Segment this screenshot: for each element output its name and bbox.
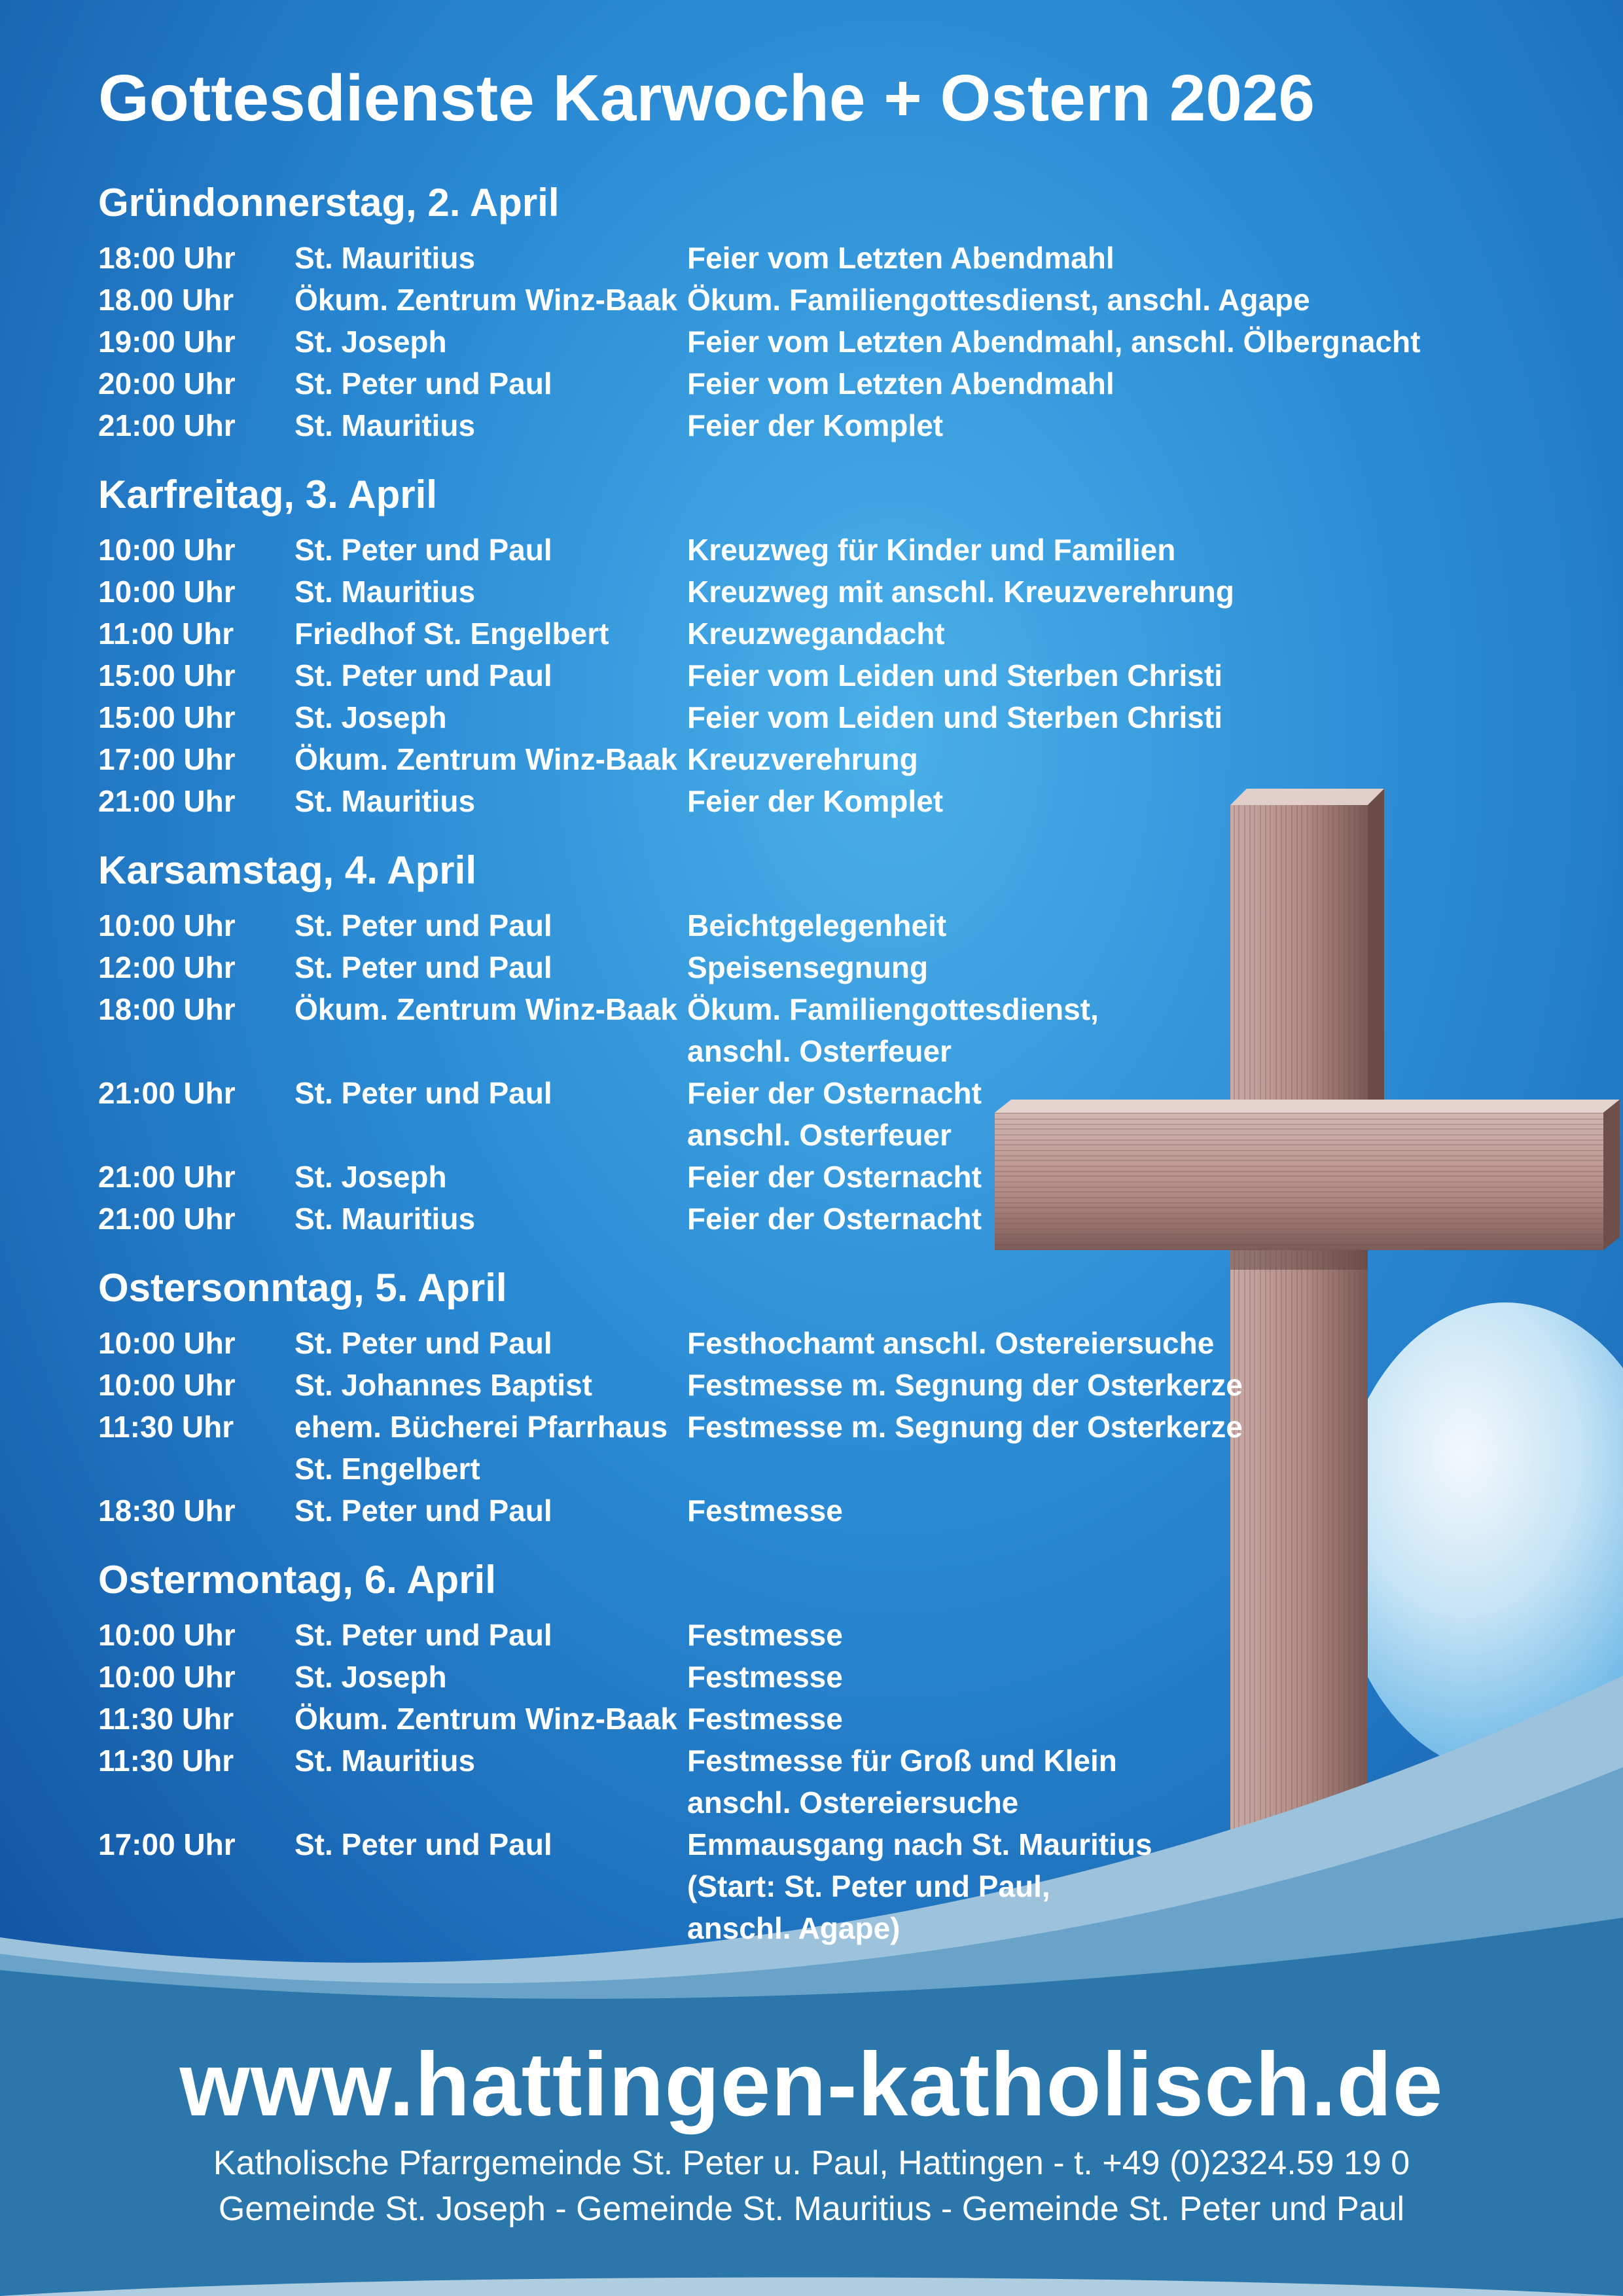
service-place	[294, 237, 687, 279]
service-row	[98, 613, 1472, 655]
service-row	[98, 655, 1472, 696]
service-place-line: St. Joseph	[294, 700, 447, 734]
service-time: 21:00 Uhr	[98, 408, 236, 442]
service-place	[294, 655, 687, 696]
service-description	[687, 363, 1472, 404]
service-row	[98, 946, 1472, 988]
service-place-line: St. Mauritius	[294, 784, 476, 818]
service-description-line: Feier vom Leiden und Sterben Christi	[687, 700, 1222, 734]
service-time: 10:00 Uhr	[98, 575, 236, 609]
service-description-line: Feier vom Letzten Abendmahl	[687, 241, 1115, 275]
service-row	[98, 1406, 1472, 1490]
service-place-line: St. Joseph	[294, 1660, 447, 1694]
service-place-line: ehem. Bücherei Pfarrhaus	[294, 1410, 668, 1444]
service-place	[294, 571, 687, 613]
service-place-line: St. Peter und Paul	[294, 367, 552, 401]
service-time: 10:00 Uhr	[98, 1368, 236, 1402]
service-description-line: anschl. Osterfeuer	[687, 1118, 952, 1152]
service-place	[294, 529, 687, 571]
service-place	[294, 1322, 687, 1364]
service-description-line: Kreuzwegandacht	[687, 617, 945, 651]
service-description	[687, 1156, 1472, 1198]
day-heading: Karsamstag, 4. April	[98, 848, 476, 892]
day-section	[98, 1262, 1472, 1532]
service-description-line: Feier der Osternacht	[687, 1076, 982, 1110]
service-place-line: St. Peter und Paul	[294, 1326, 552, 1360]
service-description	[687, 321, 1472, 363]
service-description	[687, 1656, 1472, 1698]
service-place	[294, 696, 687, 738]
service-row	[98, 1072, 1472, 1156]
service-description	[687, 529, 1472, 571]
service-place	[294, 279, 687, 321]
service-row	[98, 988, 1472, 1072]
service-description	[687, 1364, 1472, 1406]
service-description	[687, 1322, 1472, 1364]
service-description	[687, 1698, 1472, 1740]
service-description-line: Feier vom Letzten Abendmahl	[687, 367, 1115, 401]
schedule-days	[98, 177, 1472, 1949]
service-place	[294, 321, 687, 363]
service-place-line: St. Peter und Paul	[294, 908, 552, 942]
service-row	[98, 696, 1472, 738]
service-description	[687, 1406, 1472, 1448]
service-time: 11:00 Uhr	[98, 617, 234, 651]
service-description-line: Kreuzverehrung	[687, 742, 918, 776]
service-place-line: Ökum. Zentrum Winz-Baak	[294, 1702, 677, 1736]
service-description-line: anschl. Ostereiersuche	[687, 1785, 1019, 1820]
service-description	[687, 1614, 1472, 1656]
service-row	[98, 1698, 1472, 1740]
service-description	[687, 780, 1472, 822]
service-place-line: St. Engelbert	[294, 1452, 480, 1486]
service-time: 10:00 Uhr	[98, 533, 236, 567]
day-heading: Ostermontag, 6. April	[98, 1558, 496, 1602]
service-time: 17:00 Uhr	[98, 742, 236, 776]
service-place	[294, 1364, 687, 1406]
service-description	[687, 738, 1472, 780]
service-place-line: St. Peter und Paul	[294, 658, 552, 692]
service-row	[98, 1614, 1472, 1656]
service-place	[294, 613, 687, 655]
service-place-line: St. Peter und Paul	[294, 1494, 552, 1528]
service-place	[294, 1823, 687, 1865]
service-row	[98, 1656, 1472, 1698]
service-row	[98, 780, 1472, 822]
service-place-line: Ökum. Zentrum Winz-Baak	[294, 742, 677, 776]
service-time: 11:30 Uhr	[98, 1410, 234, 1444]
day-section	[98, 469, 1472, 822]
service-place-line: St. Peter und Paul	[294, 533, 552, 567]
service-description	[687, 1198, 1472, 1240]
service-time: 15:00 Uhr	[98, 658, 236, 692]
service-time: 21:00 Uhr	[98, 1076, 236, 1110]
service-time: 10:00 Uhr	[98, 1326, 236, 1360]
page-title: Gottesdienste Karwoche + Ostern 2026	[98, 62, 1315, 135]
website-url[interactable]: www.hattingen-katholisch.de	[179, 2034, 1444, 2135]
service-place-line: St. Johannes Baptist	[294, 1368, 592, 1402]
service-time: 18:30 Uhr	[98, 1494, 236, 1528]
service-row	[98, 571, 1472, 613]
service-place-line: Friedhof St. Engelbert	[294, 617, 609, 651]
service-place	[294, 1156, 687, 1198]
service-description-line: Emmausgang nach St. Mauritius	[687, 1827, 1152, 1861]
service-time: 18:00 Uhr	[98, 241, 236, 275]
service-row	[98, 905, 1472, 946]
service-row	[98, 529, 1472, 571]
service-time: 12:00 Uhr	[98, 950, 236, 984]
service-description-line: anschl. Osterfeuer	[687, 1034, 952, 1068]
service-description	[687, 404, 1472, 446]
service-row	[98, 1490, 1472, 1532]
service-description-line: Festmesse m. Segnung der Osterkerze	[687, 1410, 1243, 1444]
service-place	[294, 1490, 687, 1532]
service-description-line: Kreuzweg mit anschl. Kreuzverehrung	[687, 575, 1234, 609]
service-time: 21:00 Uhr	[98, 784, 236, 818]
service-description-line: Feier der Komplet	[687, 408, 944, 442]
service-time: 21:00 Uhr	[98, 1202, 236, 1236]
service-description	[687, 237, 1472, 279]
service-time: 11:30 Uhr	[98, 1744, 234, 1778]
service-place-line: St. Peter und Paul	[294, 950, 552, 984]
service-place	[294, 946, 687, 988]
service-description-line: Festhochamt anschl. Ostereiersuche	[687, 1326, 1215, 1360]
service-time: 19:00 Uhr	[98, 325, 236, 359]
service-time: 11:30 Uhr	[98, 1702, 234, 1736]
service-description-line: Feier vom Letzten Abendmahl, anschl. Ölbergnacht	[687, 325, 1421, 359]
service-description-line: Beichtgelegenheit	[687, 908, 947, 942]
service-place-line: Ökum. Zentrum Winz-Baak	[294, 992, 677, 1026]
service-description-line: anschl. Agape)	[687, 1911, 901, 1945]
service-place	[294, 1698, 687, 1740]
service-time: 20:00 Uhr	[98, 367, 236, 401]
service-description	[687, 1740, 1472, 1823]
service-description	[687, 988, 1472, 1072]
service-place-line: St. Mauritius	[294, 1744, 476, 1778]
service-description-line: Ökum. Familiengottesdienst,	[687, 992, 1099, 1026]
service-place	[294, 1198, 687, 1240]
service-row	[98, 279, 1472, 321]
service-time: 10:00 Uhr	[98, 1618, 236, 1652]
service-row	[98, 404, 1472, 446]
service-time: 18.00 Uhr	[98, 283, 234, 317]
service-place-line: St. Peter und Paul	[294, 1076, 552, 1110]
service-description	[687, 905, 1472, 946]
service-place	[294, 738, 687, 780]
service-time: 17:00 Uhr	[98, 1827, 236, 1861]
service-row	[98, 1156, 1472, 1198]
service-place	[294, 780, 687, 822]
service-place-line: St. Mauritius	[294, 241, 476, 275]
service-description	[687, 571, 1472, 613]
service-description-line: Festmesse m. Segnung der Osterkerze	[687, 1368, 1243, 1402]
service-description	[687, 1490, 1472, 1532]
parish-contact-line: Katholische Pfarrgemeinde St. Peter u. Paul, Hattingen - t. +49 (0)2324.59 19 0	[213, 2144, 1410, 2182]
footer	[0, 2029, 1623, 2232]
service-place	[294, 1406, 687, 1490]
service-row	[98, 363, 1472, 404]
service-place-line: St. Mauritius	[294, 1202, 476, 1236]
service-description-line: (Start: St. Peter und Paul,	[687, 1869, 1050, 1903]
service-description	[687, 613, 1472, 655]
service-place	[294, 404, 687, 446]
service-description	[687, 655, 1472, 696]
service-place-line: St. Mauritius	[294, 575, 476, 609]
service-description-line: Feier der Komplet	[687, 784, 944, 818]
service-place	[294, 363, 687, 404]
service-place-line: Ökum. Zentrum Winz-Baak	[294, 283, 677, 317]
service-place	[294, 1614, 687, 1656]
service-place	[294, 1740, 687, 1782]
service-description-line: Festmesse	[687, 1618, 843, 1652]
service-description-line: Speisensegnung	[687, 950, 929, 984]
service-row	[98, 1740, 1472, 1823]
service-place	[294, 1072, 687, 1114]
day-heading: Ostersonntag, 5. April	[98, 1266, 507, 1310]
service-place	[294, 1656, 687, 1698]
service-place-line: St. Joseph	[294, 1160, 447, 1194]
service-row	[98, 1364, 1472, 1406]
service-description	[687, 696, 1472, 738]
schedule-content	[98, 52, 1472, 1971]
service-time: 10:00 Uhr	[98, 908, 236, 942]
service-description-line: Feier vom Leiden und Sterben Christi	[687, 658, 1222, 692]
service-place-line: St. Peter und Paul	[294, 1618, 552, 1652]
service-description-line: Festmesse	[687, 1494, 843, 1528]
day-heading: Karfreitag, 3. April	[98, 473, 437, 516]
communities-line: Gemeinde St. Joseph - Gemeinde St. Mauritius - Gemeinde St. Peter und Paul	[218, 2190, 1405, 2228]
service-description-line: Kreuzweg für Kinder und Familien	[687, 533, 1176, 567]
service-place-line: St. Mauritius	[294, 408, 476, 442]
service-description	[687, 946, 1472, 988]
service-description-line: Festmesse	[687, 1702, 843, 1736]
day-section	[98, 844, 1472, 1240]
service-description	[687, 1823, 1472, 1949]
service-place-line: St. Joseph	[294, 325, 447, 359]
service-place	[294, 905, 687, 946]
service-time: 21:00 Uhr	[98, 1160, 236, 1194]
day-section	[98, 177, 1472, 446]
service-description-line: Ökum. Familiengottesdienst, anschl. Agape	[687, 283, 1310, 317]
service-row	[98, 1322, 1472, 1364]
service-row	[98, 738, 1472, 780]
service-place-line: St. Peter und Paul	[294, 1827, 552, 1861]
service-time: 15:00 Uhr	[98, 700, 236, 734]
service-description	[687, 279, 1472, 321]
service-description-line: Feier der Osternacht	[687, 1160, 982, 1194]
service-row	[98, 237, 1472, 279]
service-row	[98, 1198, 1472, 1240]
service-time: 10:00 Uhr	[98, 1660, 236, 1694]
service-description-line: Feier der Osternacht	[687, 1202, 982, 1236]
day-heading: Gründonnerstag, 2. April	[98, 181, 560, 224]
service-description-line: Festmesse für Groß und Klein	[687, 1744, 1117, 1778]
service-description-line: Festmesse	[687, 1660, 843, 1694]
day-section	[98, 1554, 1472, 1949]
service-row	[98, 1823, 1472, 1949]
service-description	[687, 1072, 1472, 1156]
service-place	[294, 988, 687, 1030]
service-time: 18:00 Uhr	[98, 992, 236, 1026]
service-row	[98, 321, 1472, 363]
